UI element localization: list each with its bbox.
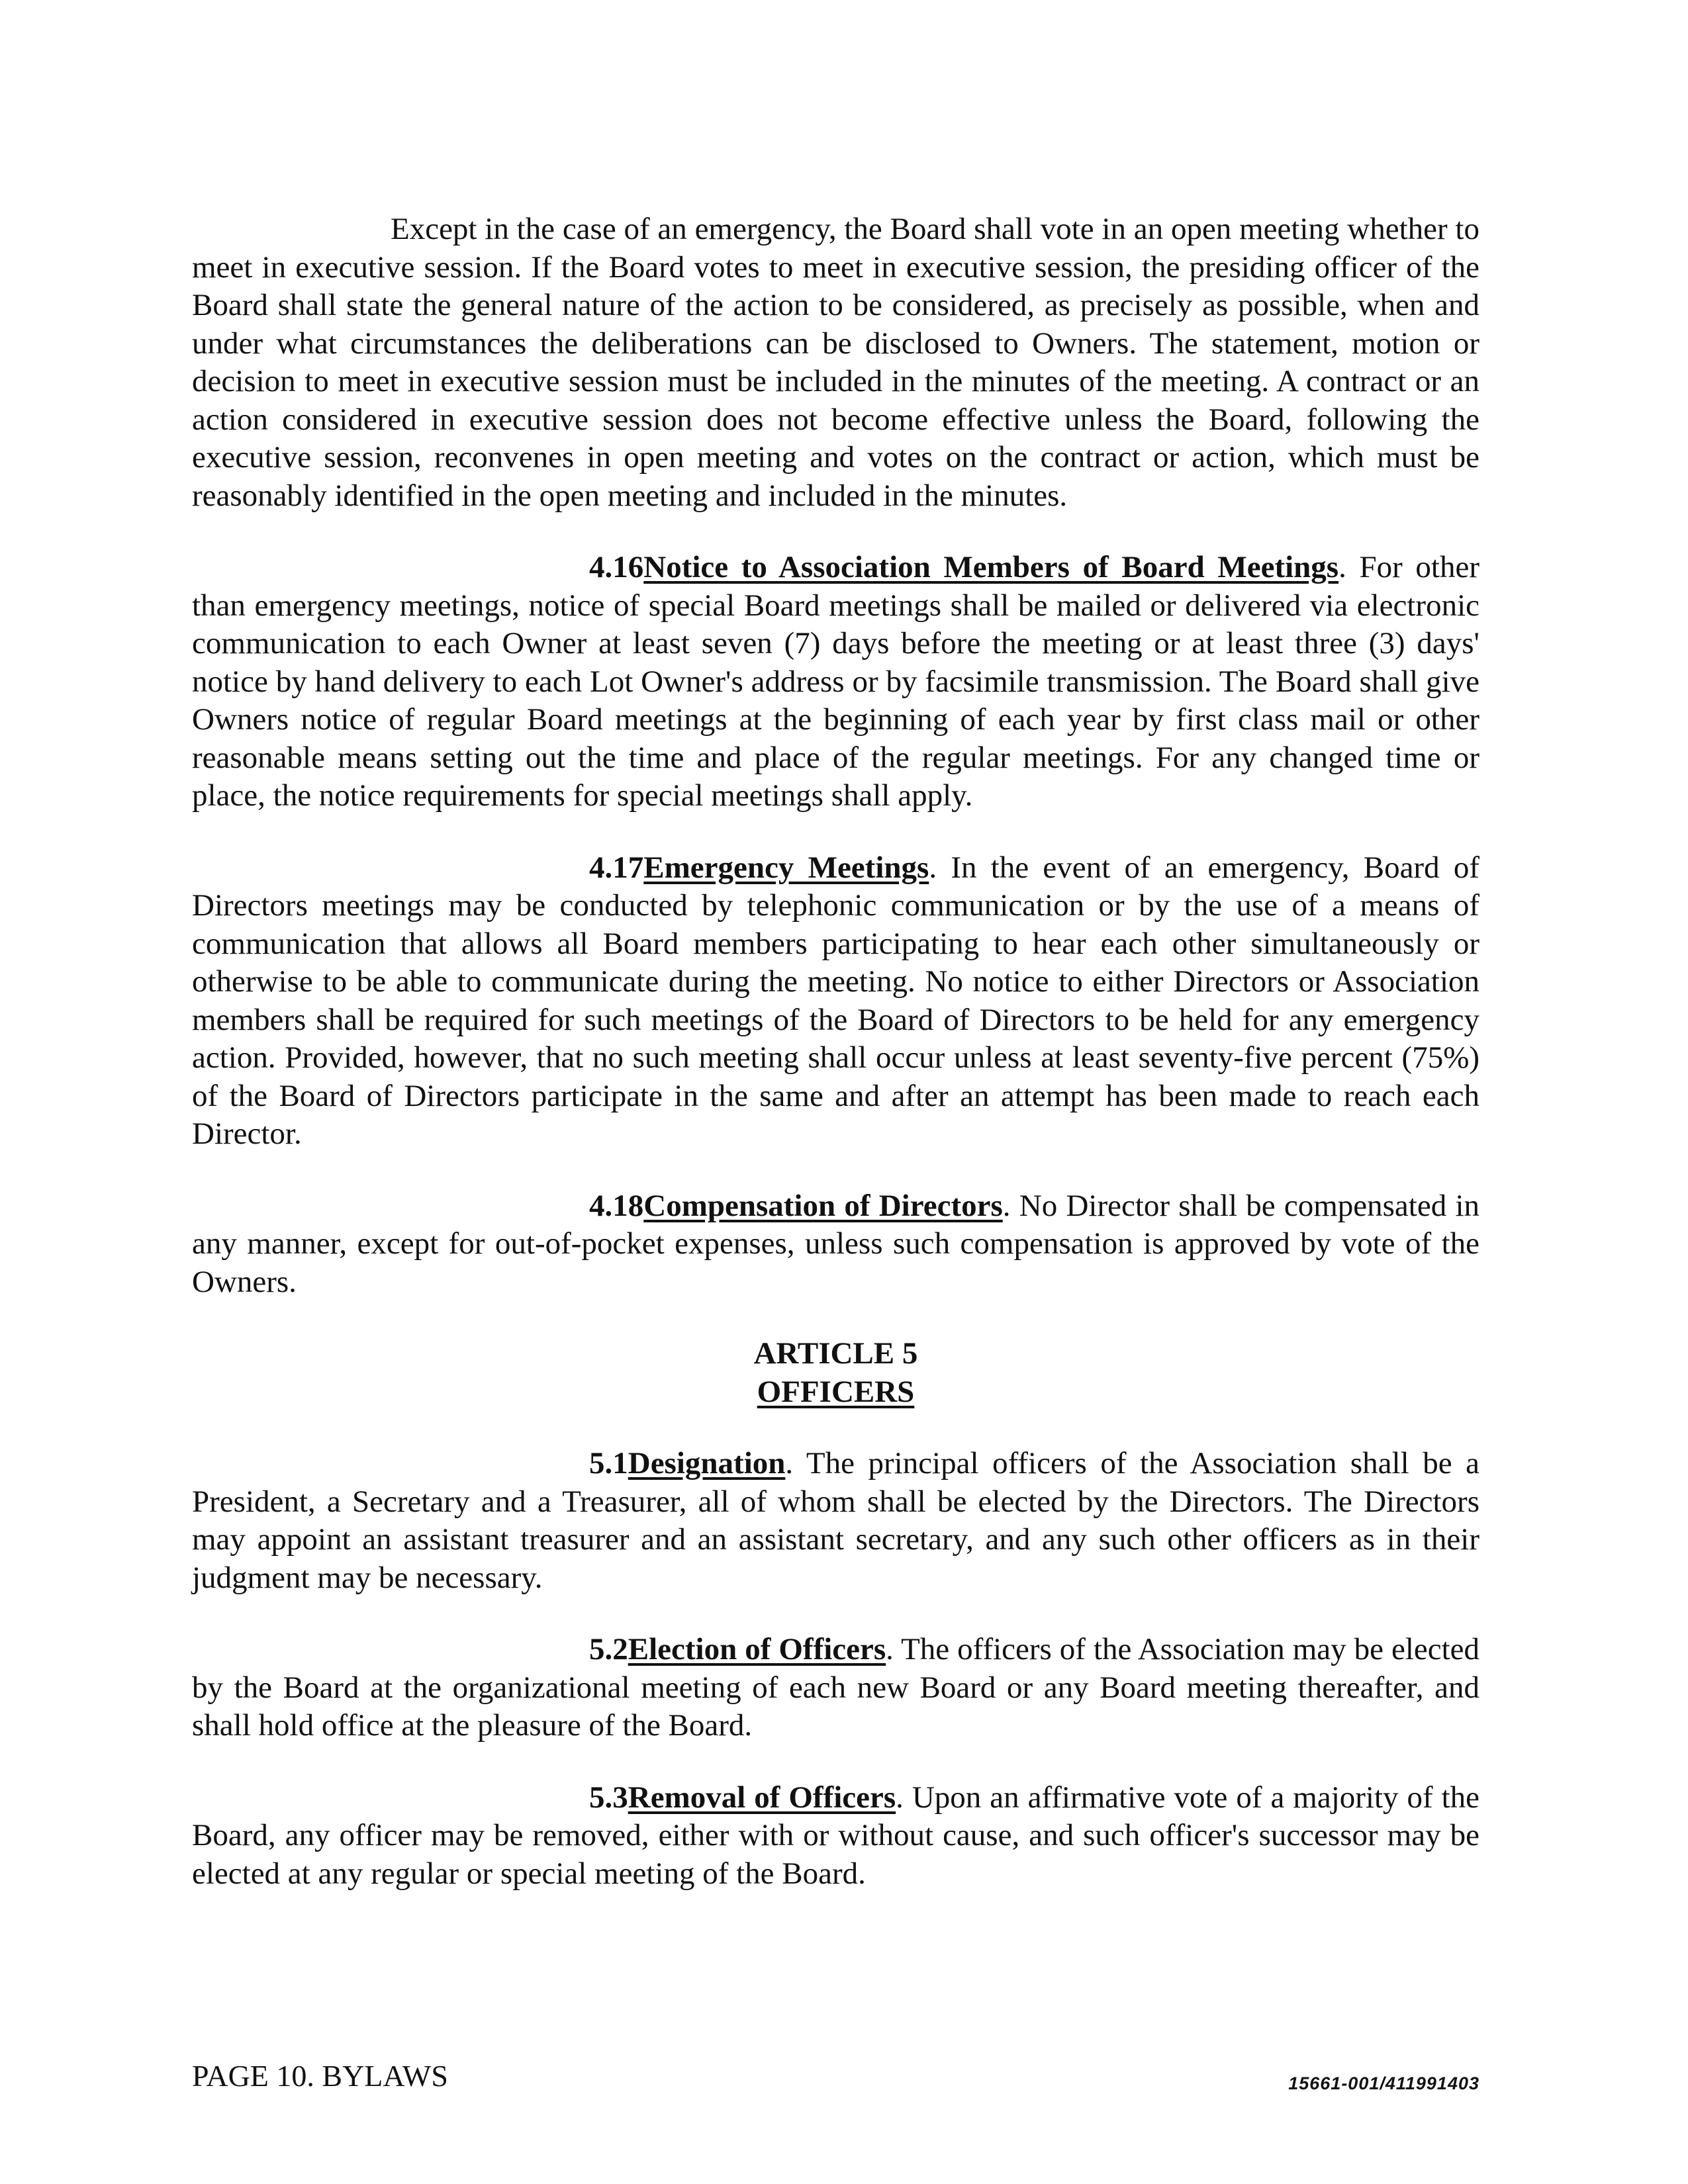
- article-title: OFFICERS: [757, 1374, 915, 1409]
- document-body: [192, 210, 1479, 1927]
- section-heading: Designation: [628, 1446, 786, 1480]
- section-text: The principal officers of the Association shall be a President, a Secretary and a Treasurer, all of whom shall be elected by the Directors. The Directors may appoint an assistant treasurer and an assistant secretary, and any such other officers as in their judgment may be necessary.: [192, 1446, 1479, 1595]
- section-5-1: 5.1Designation. The principal officers of the Association shall be a President, a Secretary and a Treasurer, all of whom shall be elected by the Directors. The Directors may appoint an assistant treasurer and an assistant secretary, and any such other officers as in their judgment may be necessary.: [192, 1446, 1479, 1595]
- section-number: 4.16: [589, 550, 644, 584]
- document-id: 15661-001/411991403: [1288, 2073, 1479, 2093]
- section-text: In the event of an emergency, Board of Directors meetings may be conducted by telephonic communication or by the use of a means of communication that allows all Board members participating to hear each other simultaneously or otherwise to be able to communicate during the meeting. No notice to either Directors or Association members shall be required for such meetings of the Board of Directors to be held for any emergency action. Provided, however, that no such meeting shall occur unless at least seventy-five percent (75%) of the Board of Directors participate in the same and after an attempt has been made to reach each Director.: [192, 850, 1479, 1151]
- section-text: Upon an affirmative vote of a majority of the Board, any officer may be removed, either with or without cause, and such officer's successor may be elected at any regular or special meeting of the Board.: [192, 1780, 1480, 1891]
- section-heading: Removal of Officers: [628, 1780, 896, 1815]
- section-number: 5.1: [589, 1446, 628, 1480]
- section-number: 5.2: [589, 1632, 628, 1666]
- section-number: 4.18: [589, 1188, 644, 1223]
- section-text: For other than emergency meetings, notice of special Board meetings shall be mailed or delivered via electronic communication to each Owner at least seven (7) days before the meeting or at least three (3) days' notice by hand delivery to each Lot Owner's address or by facsimile transmission. The Board shall give Owners notice of regular Board meetings at the beginning of each year by first class mail or other reasonable means setting out the time and place of the regular meetings. For any changed time or place, the notice requirements for special meetings shall apply.: [192, 550, 1480, 813]
- article-heading: [192, 1335, 1479, 1411]
- section-4-16: 4.16Notice to Association Members of Board Meetings. For other than emergency meetings, notice of special Board meetings shall be mailed or delivered via electronic communication to each Owner at least seven (7) days before the meeting or at least three (3) days' notice by hand delivery to each Lot Owner's address or by facsimile transmission. The Board shall give Owners notice of regular Board meetings at the beginning of each year by first class mail or other reasonable means setting out the time and place of the regular meetings. For any changed time or place, the notice requirements for special meetings shall apply.: [192, 550, 1480, 813]
- section-heading: Notice to Association Members of Board Meetings: [643, 550, 1339, 584]
- section-text: The officers of the Association may be elected by the Board at the organizational meeting of each new Board or any Board meeting thereafter, and shall hold office at the pleasure of the Board.: [192, 1632, 1480, 1743]
- section-4-17: 4.17Emergency Meetings. In the event of an emergency, Board of Directors meetings may be conducted by telephonic communication or by the use of a means of communication that allows all Board members participating to hear each other simultaneously or otherwise to be able to communicate during the meeting. No notice to either Directors or Association members shall be required for such meetings of the Board of Directors to be held for any emergency action. Provided, however, that no such meeting shall occur unless at least seventy-five percent (75%) of the Board of Directors participate in the same and after an attempt has been made to reach each Director.: [192, 850, 1479, 1151]
- section-heading: Compensation of Directors: [643, 1188, 1003, 1223]
- section-5-2: 5.2Election of Officers. The officers of the Association may be elected by the Board at the organizational meeting of each new Board or any Board meeting thereafter, and shall hold office at the pleasure of the Board.: [192, 1632, 1480, 1743]
- section-5-3: 5.3Removal of Officers. Upon an affirmative vote of a majority of the Board, any officer may be removed, either with or without cause, and such officer's successor may be elected at any regular or special meeting of the Board.: [192, 1780, 1480, 1891]
- page-footer-label: PAGE 10. BYLAWS: [192, 2059, 448, 2093]
- section-number: 4.17: [589, 850, 644, 885]
- article-label: ARTICLE 5: [753, 1336, 918, 1371]
- section-number: 5.3: [589, 1780, 628, 1815]
- section-4-18: 4.18Compensation of Directors. No Director shall be compensated in any manner, except for out-of-pocket expenses, unless such compensation is approved by vote of the Owners.: [192, 1188, 1479, 1299]
- section-heading: Emergency Meetings: [643, 850, 929, 885]
- section-heading: Election of Officers: [628, 1632, 886, 1666]
- intro-paragraph: Except in the case of an emergency, the Board shall vote in an open meeting whether to meet in executive session. If the Board votes to meet in executive session, the presiding officer of the Board shall state the general nature of the action to be considered, as precisely as possible, when and under what circumstances the deliberations can be disclosed to Owners. The statement, motion or decision to meet in executive session must be included in the minutes of the meeting. A contract or an action considered in executive session does not become effective unless the Board, following the executive session, reconvenes in open meeting and votes on the contract or action, which must be reasonably identified in the open meeting and included in the minutes.: [192, 212, 1479, 513]
- section-text: No Director shall be compensated in any manner, except for out-of-pocket expenses, unless such compensation is approved by vote of the Owners.: [192, 1188, 1479, 1299]
